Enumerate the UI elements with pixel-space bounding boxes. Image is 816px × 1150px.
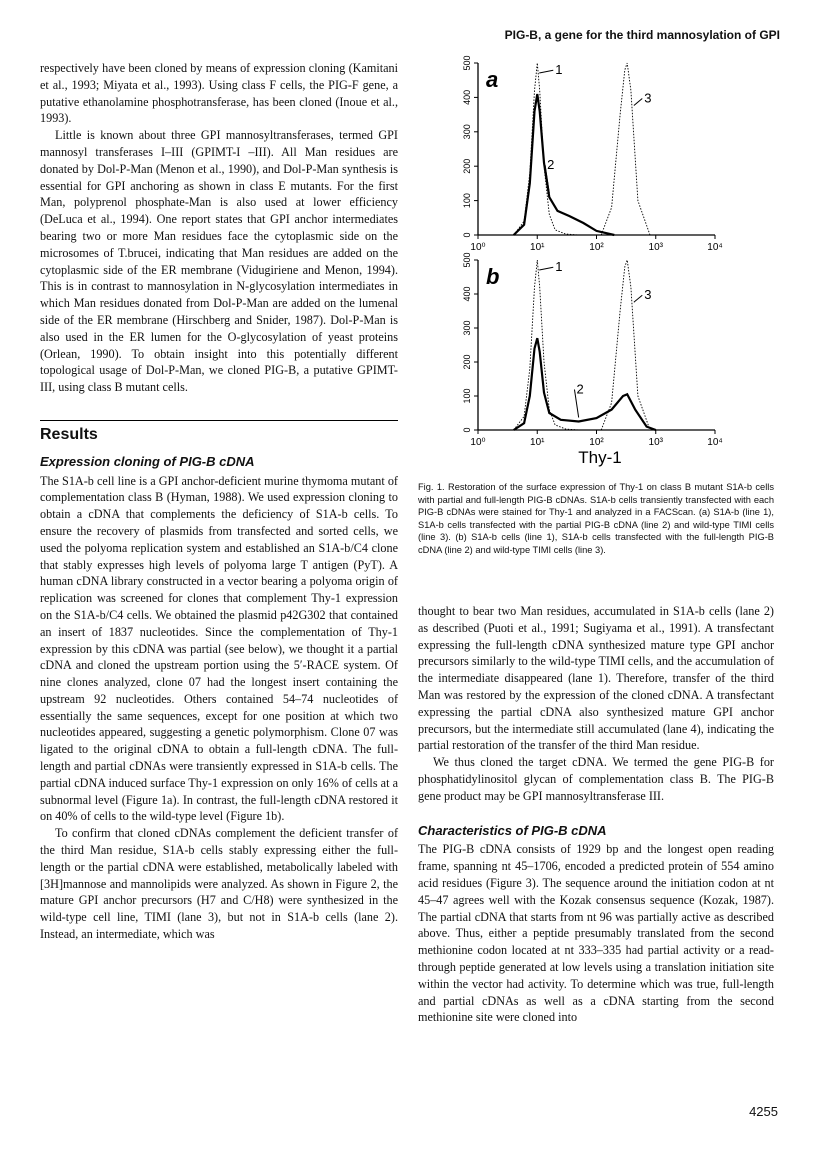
figure-caption: Fig. 1. Restoration of the surface expression of Thy-1 on class B mutant S1A-b cells with partial and full-length PIG-B cDNAs. S1A-b cells transiently transfected with each PIG-B cDNAs were stained for Thy-1 and analyzed in a FACScan. (a) S1A-b (line 1), S1A-b cells transfected with the partial PIG-B cDNA (line 2) and wild-type TIMI cells (line 3). (b) S1A-b cells (line 1), S1A-b cells transfected with the full-length PIG-B cDNA (line 2) and wild-type TIMI cells (line 3). [418,482,774,555]
x-tick-label: 10⁴ [707,242,723,253]
x-tick-label: 10² [589,242,604,253]
series-leader-3 [634,99,642,106]
x-tick-label: 10⁰ [470,437,486,448]
x-tick-label: 10⁴ [707,437,723,448]
series-leader-3 [634,295,642,302]
y-tick-label: 0 [462,427,472,433]
y-tick-label: 400 [462,89,472,105]
y-tick-label: 500 [462,55,472,71]
panel-label: a [486,67,499,92]
x-tick-label: 10² [589,437,604,448]
running-header: PIG-B, a gene for the third mannosylation of GPI [504,28,780,42]
intro-paragraph-2: Little is known about three GPI mannosyltransferases, termed GPI mannosyl transferases I–III (GPIMT-I –III). All Man residues are donated by Dol-P-Man (Menon et al., 1990), and Dol-P-Man synthesis is essential for GPI anchoring as shown in class E mutants. For the first Man, polyprenol phosphate-Man is also used at lower efficiency (DeLuca et al., 1994). One report states that GPI anchor intermediates bearing two or more Man residues face the cytoplasmic side on the microsomes of T.brucei, indicating that Man residues are added on the cytoplasmic side of the ER membrane (Vidugiriene and Menon, 1994). This is in contrast to mannosylation in N-glycosylation intermediates in which Man residues donated from Dol-P-Man are added on the lumenal side of the ER membrane (Hirschberg and Snider, 1987). Dol-P-Man is also used in the ER lumen for the O-glycosylation of yeast proteins (Orlean, 1990). To obtain insight into this potentially different topological usage of Dol-P-Man, we cloned PIG-B, a putative GPIMT-III, using class B mutant cells. [40,128,398,395]
y-tick-label: 0 [462,232,472,238]
facs-histograms [440,55,740,475]
series-label-1: 1 [555,62,563,78]
characteristics-paragraph: The PIG-B cDNA consists of 1929 bp and the longest open reading frame, spanning nt 45–1706, encoded a predicted protein of 554 amino acid residues (Figure 3). The sequence around the initiation codon at nt 45–47 agrees well with the Kozak consensus sequence (Kozak, 1987). The partial cDNA that starts from nt 96 was partially active as described above. Thus, either a peptide presumably translated from the second methionine codon located at nt 333–335 had partial activity or a read-through peptide generated at low levels using a translation initiation site within the vector had activity. To determine which was true, full-length and partial cDNAs as well as a cDNA starting from the second methionine site were cloned into [418,842,774,1025]
series-label-1: 1 [555,259,563,275]
x-tick-label: 10¹ [530,242,545,253]
series-label-2: 2 [547,157,555,173]
x-tick-label: 10¹ [530,437,545,448]
section-title-results: Results [40,420,398,444]
panel-label: b [486,264,500,289]
y-tick-label: 200 [462,354,472,370]
subsection-title-expression-cloning: Expression cloning of PIG-B cDNA [40,453,255,469]
series-label-3: 3 [644,90,652,106]
right-paragraph-1: thought to bear two Man residues, accumulated in S1A-b cells (lane 2) as described (Puoti et al., 1991; Sugiyama et al., 1991). A transfectant expressing the full-length cDNA synthesized mature type GPI anchor precursors similarly to the wild-type TIMI cells, and the accumulation of the intermediate disappeared (lane 1). Therefore, transfer of the third Man was restored by the expression of the cloned cDNA. A transfectant expressing the partial cDNA also synthesized mature GPI anchor precursors, but the intermediate still accumulated (lane 4), indicating the partial restoration of the transfer of the third Man residue. [418,604,774,753]
series-line-2 [514,94,615,235]
series-label-2: 2 [576,381,584,397]
series-line-1 [514,63,579,235]
intro-paragraph-1: respectively have been cloned by means of expression cloning (Kamitani et al., 1993; Miyata et al., 1993). Using class F cells, the PIG-F gene, a putative ethanolamine phosphotransferase, has been cloned (Inoue et al., 1993). [40,61,398,126]
series-line-3 [601,260,650,430]
y-tick-label: 300 [462,124,472,140]
right-paragraph-2: We thus cloned the target cDNA. We termed the gene PIG-B for phosphatidylinositol glycan of complementation class B. The PIG-B gene product may be GPI mannosyltransferase III. [418,755,774,803]
y-tick-label: 100 [462,193,472,209]
x-tick-label: 10⁰ [470,242,486,253]
subsection-title-characteristics: Characteristics of PIG-B cDNA [418,822,607,838]
y-tick-label: 200 [462,158,472,174]
series-leader-1 [539,70,553,73]
series-label-3: 3 [644,287,652,303]
series-line-3 [601,63,650,235]
x-tick-label: 10³ [648,242,663,253]
series-line-2 [514,338,656,430]
page-number: 4255 [749,1104,778,1119]
x-axis-label: Thy-1 [578,448,622,467]
results-paragraph-1: The S1A-b cell line is a GPI anchor-deficient murine thymoma mutant of complementation class B (Hyman, 1988). We used expression cloning to obtain a cDNA that complements the deficiency of S1A-b cells. To ensure the recovery of plasmids from transfected and sorted cells, we used the polyoma replication system and established an S1A-b/C4 clone that stably expresses high levels of polyoma large T antigen (PyT). A human cDNA library constructed in a vector bearing a polyoma origin of replication was screened for clones that complement Thy-1 expression on the S1A-b/C4 cells. We obtained the plasmid p42G302 that contained an insert of 1837 nucleotides. Since the complementation of Thy-1 expression by this cDNA was partial (see below), we thought it a partial cDNA and cloned the upstream portion using the 5′-RACE system. Of nine clones analyzed, clone 07 had the longest insert containing the upstream 92 nucleotides. Others contained 54–74 nucleotides of essentially the same sequences, except for one position at which two nucleotides appeared, suggesting a genetic polymorphism. Clone 07 was ligated to the original cDNA to obtain a full-length cDNA. The full-length and partial cDNAs were transiently expressed in S1A-b cells. The partial cDNA induced surface Thy-1 expression on only 16% of cells at a subnormal level (Figure 1a). In contrast, the full-length cDNA restored it on 40% of cells to the wild-type level (Figure 1b). [40,473,398,824]
y-tick-label: 300 [462,320,472,336]
y-tick-label: 400 [462,286,472,302]
series-leader-1 [539,267,553,270]
y-tick-label: 100 [462,388,472,404]
y-tick-label: 500 [462,252,472,268]
x-tick-label: 10³ [648,437,663,448]
figure-1 [440,55,740,475]
right-column [418,603,774,1026]
left-column [40,60,398,943]
results-paragraph-2: To confirm that cloned cDNAs complement the deficient transfer of the third Man residue, S1A-b cells stably expressing either the full-length or the partial cDNA were established, metabolically labeled with [3H]mannose and mannolipids were analyzed. As shown in Figure 2, the mature GPI anchor precursors (H7 and C/H8) were synthesized in the wild-type cell line, TIMI (lane 3), but not in S1A-b cells (lane 2). Instead, an intermediate, which was [40,826,398,942]
